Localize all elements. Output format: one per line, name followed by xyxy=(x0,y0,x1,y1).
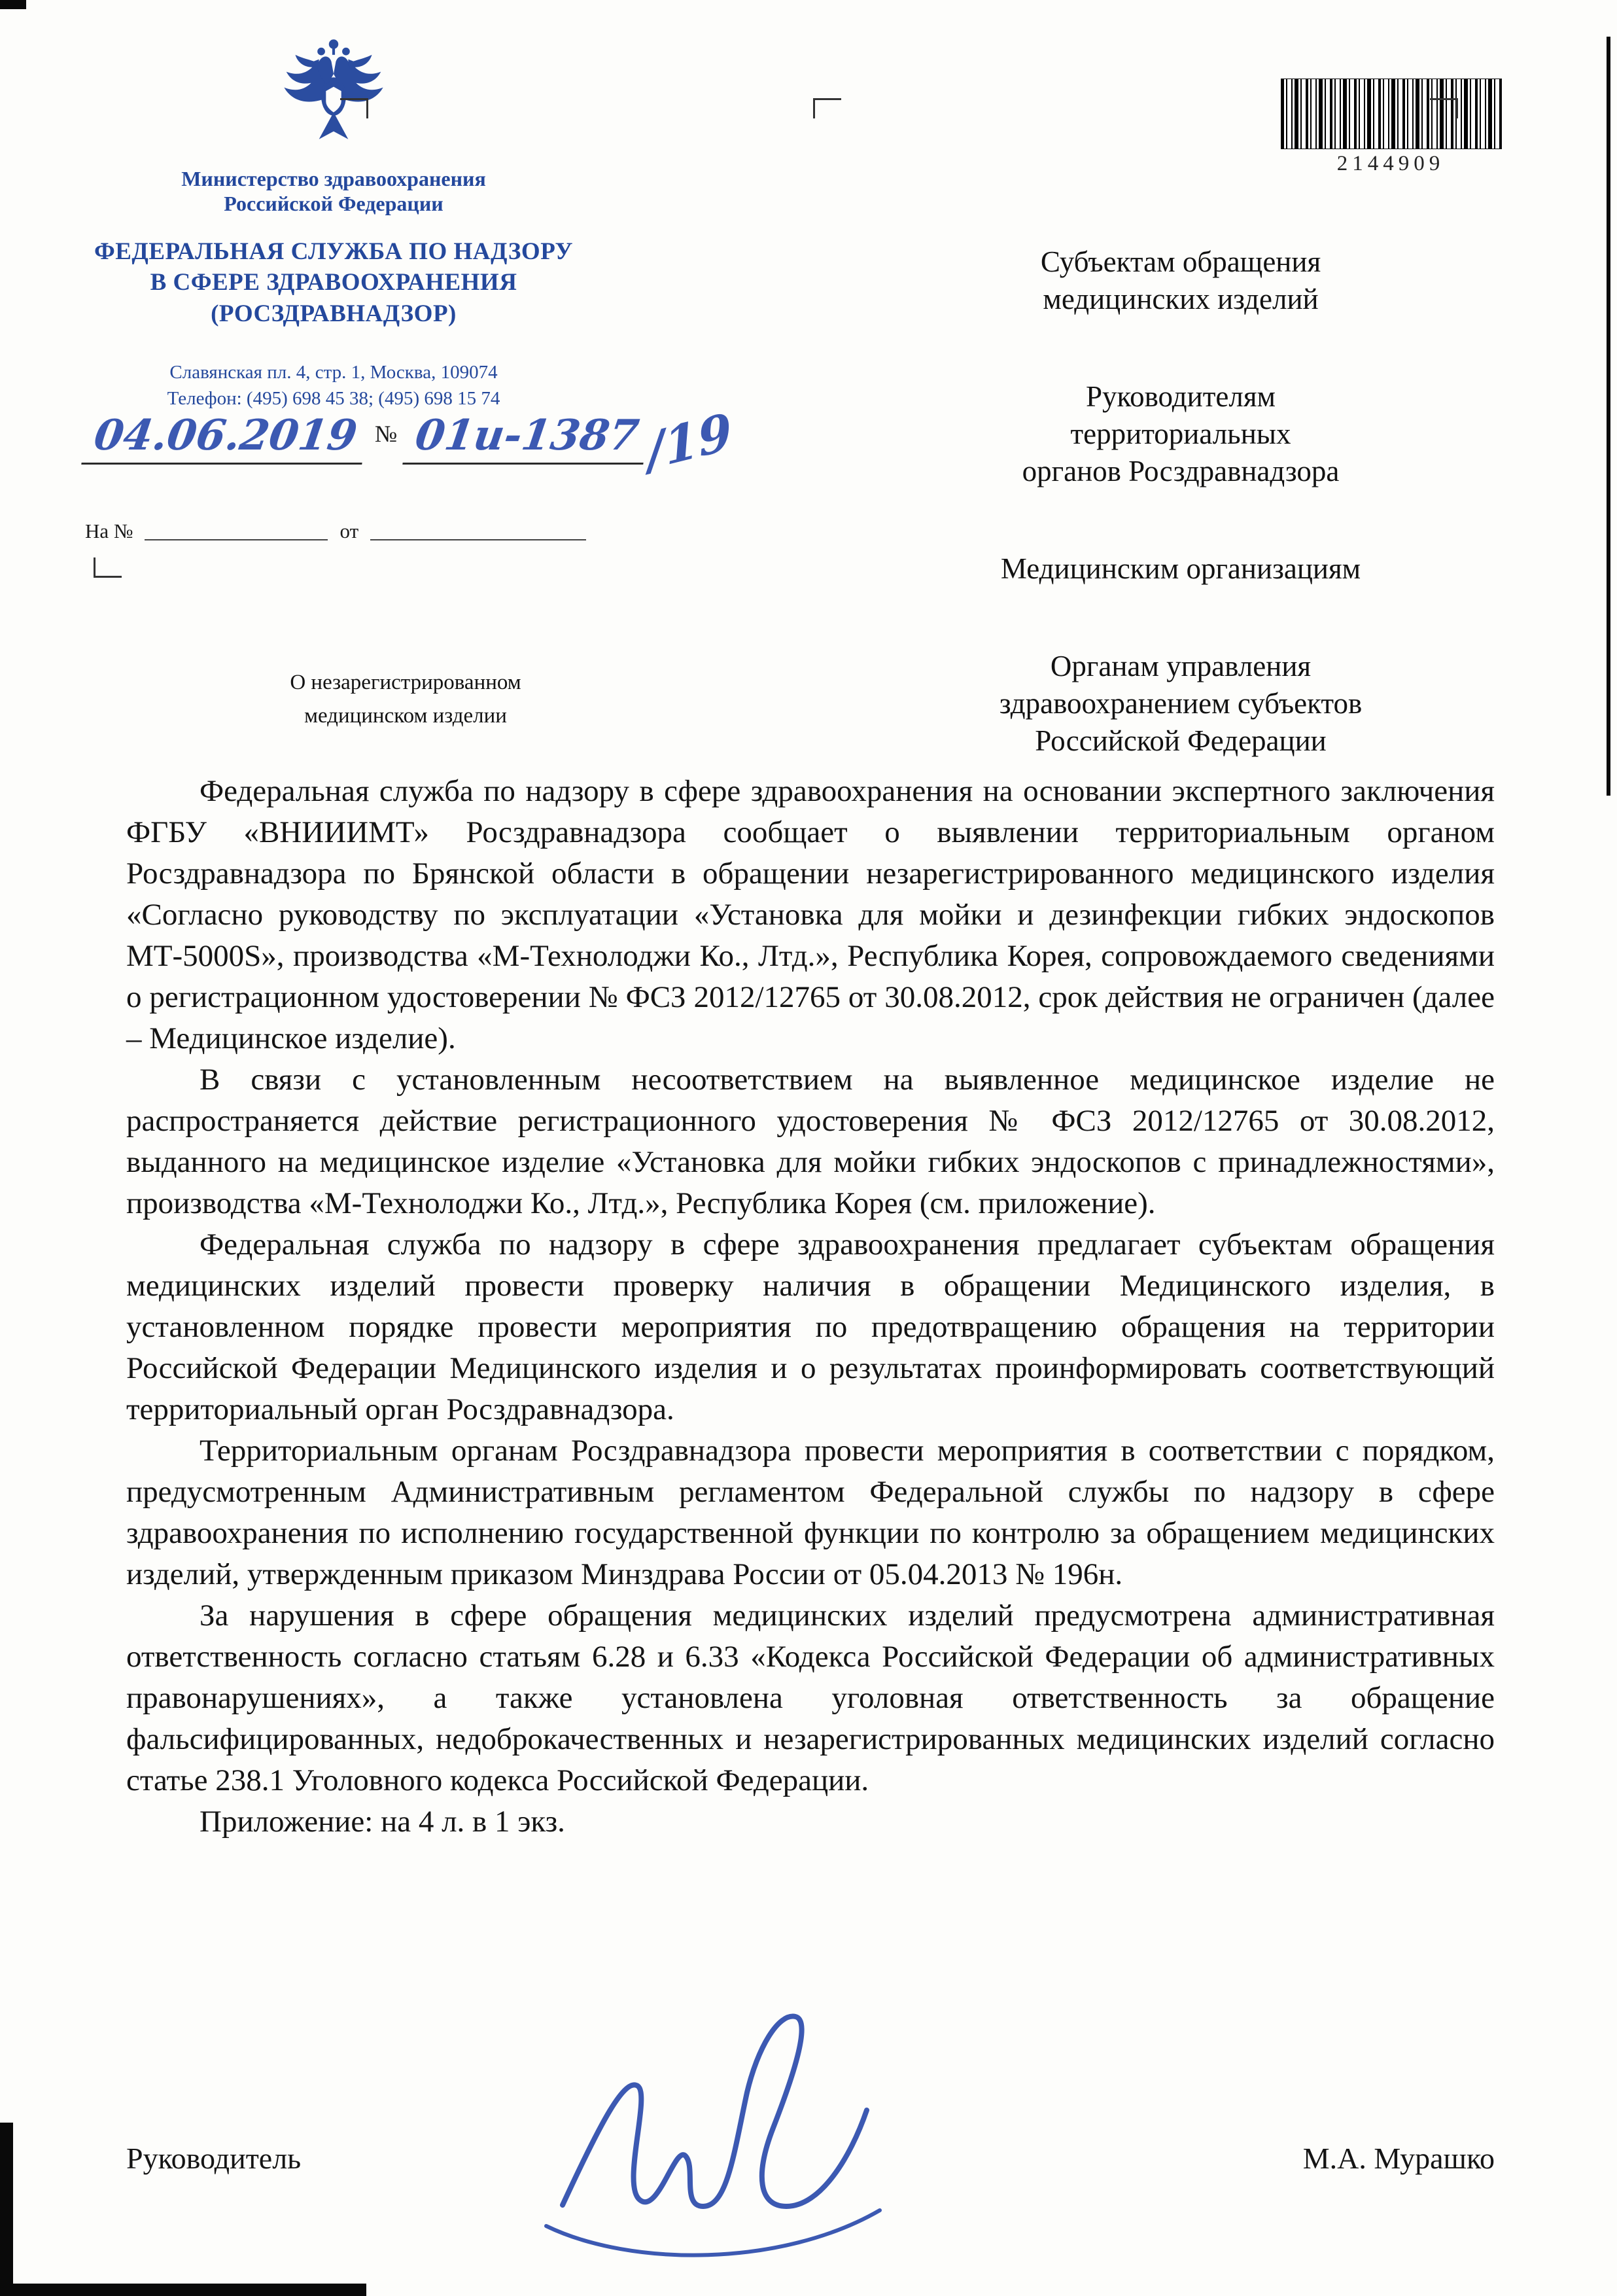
reference-line xyxy=(85,517,598,543)
ministry-line-1: Министерство здравоохранения xyxy=(181,167,486,190)
ref-number-blank xyxy=(145,517,328,540)
body-paragraph: Территориальным органам Росздравнадзора провести мероприятия в соответствии с порядком, предусмотренным Административным регламентом Федеральной службы по надзору в сфере здравоохранения по исполнению государственной функции по контролю за обращением медицинских изделий, утвержденным приказом Минздрава России от 05.04.2013 № 196н. xyxy=(126,1434,1495,1591)
addressee-list xyxy=(850,243,1511,820)
handwritten-number: 01и-1387 xyxy=(402,411,651,465)
addressee-line: Органам управления xyxy=(1050,650,1312,682)
handwritten-date: 04.06.2019 xyxy=(81,411,369,465)
addressee-line: Медицинским организациям xyxy=(1000,552,1361,585)
body-paragraph: Федеральная служба по надзору в сфере здравоохранения на основании экспертного заключения ФГБУ «ВНИИИМТ» Росздравнадзора сообщает о выявлении территориальным органом Росздравнадзора по Брянской области в обращении незарегистрированного медицинского изделия «Согласно руководству по эксплуатации «Установка для мойки и дезинфекции гибких эндоскопов МТ-5000S», производства «М-Технолоджи Ко., Лтд.», Республика Корея, сопровождаемого сведениями о регистрационном удостоверении № ФСЗ 2012/12765 от 30.08.2012, срок действия не ограничен (далее – Медицинское изделие). xyxy=(126,774,1495,1055)
addressee-subjects xyxy=(850,243,1511,318)
barcode-number: 2144909 xyxy=(1336,152,1445,175)
addressee-line: Российской Федерации xyxy=(1035,724,1327,757)
attachment-line: Приложение: на 4 л. в 1 экз. xyxy=(200,1805,565,1839)
scan-artifact-bottom-left-edge xyxy=(0,2123,13,2296)
handwritten-number-suffix: /19 xyxy=(644,401,735,482)
subject-line: медицинском изделии xyxy=(304,704,507,728)
ministry-line-2: Российской Федерации xyxy=(224,192,443,216)
signer-title: Руководитель xyxy=(126,2142,302,2175)
signer-name: М.А. Мурашко xyxy=(1302,2142,1495,2175)
body-paragraph: В связи с установленным несоответствием на выявленное медицинское изделие не распространяется действие регистрационного удостоверения № ФСЗ 2012/12765 от 30.08.2012, выданного на медицинское изделие «Установка для мойки гибких эндоскопов с принадлежностями», производства «М-Технолоджи Ко., Лтд.», Республика Корея (см. приложение). xyxy=(126,1063,1495,1220)
ministry-name xyxy=(62,166,605,217)
service-name xyxy=(62,236,605,329)
service-line-2: В СФЕРЕ ЗДРАВООХРАНЕНИЯ xyxy=(150,269,517,296)
scan-artifact-right-edge xyxy=(1607,37,1610,796)
body-paragraph: За нарушения в сфере обращения медицинских изделий предусмотрена административная ответственность согласно статьям 6.28 и 6.33 «Кодекса Российской Федерации об административных правонарушениях», а также установлена уголовная ответственность за обращение фальсифицированных, недоброкачественных и незарегистрированных медицинских изделий согласно статье 238.1 Уголовного кодекса Российской Федерации. xyxy=(126,1598,1495,1797)
ref-date-blank xyxy=(370,517,586,540)
ref-from-label: от xyxy=(339,520,359,542)
letter-subject xyxy=(196,666,615,733)
corner-mark-requisites xyxy=(94,557,122,578)
addressee-territorial-heads xyxy=(850,378,1511,490)
service-line-3: (РОСЗДРАВНАДЗОР) xyxy=(211,300,457,327)
date-number-line xyxy=(85,401,735,482)
body-paragraph: Федеральная служба по надзору в сфере здравоохранения предлагает субъектам обращения медицинских изделий провести проверку наличия в обращении Медицинского изделия, в установленном порядке провести мероприятия по предотвращению обращения на территории Российской Федерации Медицинского изделия и о результатах проинформировать соответствующий территориальный орган Росздравнадзора. xyxy=(126,1227,1495,1426)
handwritten-signature-icon xyxy=(510,1989,929,2277)
sender-address: Славянская пл. 4, стр. 1, Москва, 109074 xyxy=(169,361,498,383)
scan-artifact-top-left xyxy=(0,0,26,9)
addressee-line: Субъектам обращения xyxy=(1040,245,1321,278)
corner-mark-addressee-left xyxy=(813,98,841,118)
addressee-health-authorities xyxy=(850,648,1511,760)
sender-letterhead xyxy=(62,31,605,412)
barcode-icon xyxy=(1281,79,1502,149)
addressee-line: медицинских изделий xyxy=(1043,283,1319,315)
signature-row xyxy=(126,2141,1495,2176)
letter-body xyxy=(126,771,1495,1843)
corner-mark-addressee-right xyxy=(1430,98,1458,118)
sender-contacts xyxy=(62,359,605,412)
number-sign: № xyxy=(374,421,398,447)
barcode-block xyxy=(1281,79,1501,176)
addressee-line: органов Росздравнадзора xyxy=(1022,455,1340,487)
ref-prefix: На № xyxy=(85,520,133,542)
coat-of-arms-icon xyxy=(277,31,390,157)
addressee-medical-organizations xyxy=(850,550,1511,588)
addressee-line: Руководителям xyxy=(1086,380,1276,413)
sender-phone: Телефон: (495) 698 45 38; (495) 698 15 74 xyxy=(167,388,500,410)
corner-mark-sender-zone xyxy=(340,98,368,118)
addressee-line: территориальных xyxy=(1070,417,1291,450)
subject-line: О незарегистрированном xyxy=(290,671,521,694)
service-line-1: ФЕДЕРАЛЬНАЯ СЛУЖБА ПО НАДЗОРУ xyxy=(94,238,574,265)
addressee-line: здравоохранением субъектов xyxy=(999,687,1363,720)
scan-artifact-bottom-strip xyxy=(0,2284,366,2296)
